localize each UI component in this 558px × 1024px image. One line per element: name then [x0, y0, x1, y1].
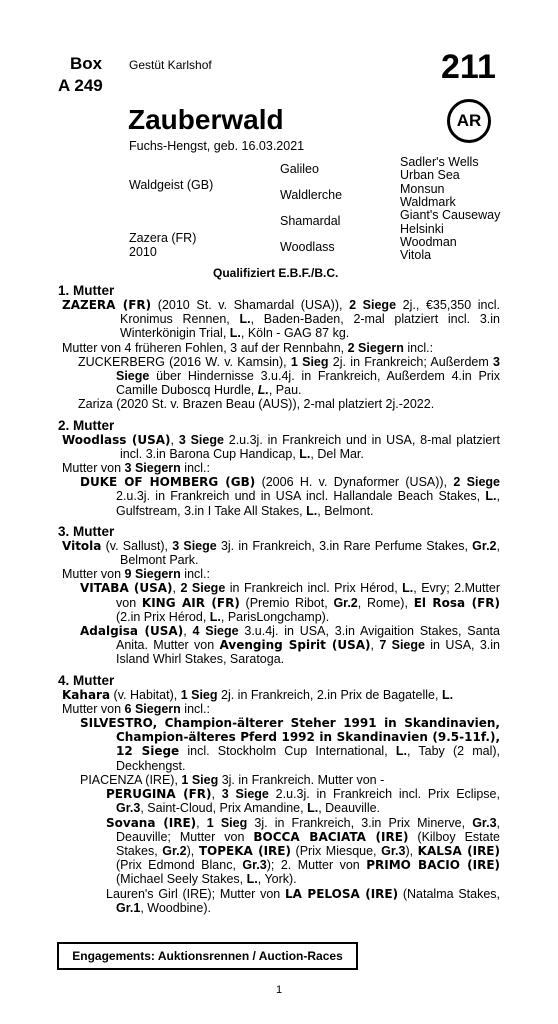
pedigree-gen3: Sadler's Wells — [400, 155, 479, 169]
pedigree-sire: Waldgeist (GB) — [129, 178, 214, 192]
horse-name: Zauberwald — [128, 104, 284, 135]
third-dam-heading: 3. Mutter — [58, 523, 115, 539]
first-dam-produce-summary: Mutter von 4 früheren Fohlen, 3 auf der Rennbahn, 2 Siegern incl.: — [62, 340, 434, 355]
third-dam-entry: Vitola (v. Sallust), 3 Siege 3j. in Frankreich, 3.in Rare Perfume Stakes, Gr.2, Belmont Park. — [62, 538, 500, 568]
first-dam-entry: ZAZERA (FR) (2010 St. v. Shamardal (USA)), 2 Siege 2j., €35,350 incl. Kronimus Rennen, L., Baden-Baden, 2-mal platziert incl. 3.in Winterkönigin Trial, L., Köln - GAG 87 kg. — [62, 298, 501, 341]
lot-number: 211 — [441, 48, 496, 86]
qualification: Qualifiziert E.B.F./B.C. — [213, 266, 339, 280]
fourth-dam-produce-summary: Mutter von 6 Siegern incl.: — [62, 701, 210, 716]
first-dam-heading: 1. Mutter — [58, 283, 115, 298]
produce-entry: Lauren's Girl (IRE); Mutter von LA PELOSA (IRE) (Natalma Stakes, Gr.1, Woodbine). — [106, 886, 501, 915]
pedigree-gen3: Helsinki — [400, 222, 444, 236]
box-number: A 249 — [58, 76, 103, 95]
pedigree-gen3: Vitola — [400, 248, 432, 262]
pedigree-dam: Zazera (FR) — [129, 231, 197, 245]
produce-entry: Zariza (2020 St. v. Brazen Beau (AUS)), 2-mal platziert 2j.-2022. — [78, 397, 435, 412]
third-dam-produce-summary: Mutter von 9 Siegern incl.: — [62, 567, 210, 582]
ar-badge: AR — [447, 99, 491, 143]
pedigree-dam-year: 2010 — [129, 245, 157, 259]
pedigree-gen2: Waldlerche — [280, 188, 343, 202]
horse-description: Fuchs-Hengst, geb. 16.03.2021 — [129, 139, 305, 153]
page-number: 1 — [276, 984, 283, 996]
fourth-dam-entry: Kahara (v. Habitat), 1 Sieg 2j. in Frankreich, 2.in Prix de Bagatelle, L. — [62, 687, 454, 702]
pedigree-gen2: Shamardal — [280, 214, 341, 228]
second-dam-heading: 2. Mutter — [58, 417, 115, 433]
pedigree-gen3: Woodman — [400, 235, 457, 249]
second-dam-produce-summary: Mutter von 3 Siegern incl.: — [62, 461, 210, 476]
second-dam-entry: Woodlass (USA), 3 Siege 2.u.3j. in Frankreich und in USA, 8-mal platziert incl. 3.in Barona Cup Handicap, L., Del Mar. — [62, 432, 500, 461]
breeder: Gestüt Karlshof — [129, 58, 212, 72]
produce-entry: VITABA (USA), 2 Siege in Frankreich incl. Prix Hérod, L., Evry; 2.Mutter von KING AIR (FR) (Premio Ribot, Gr.2, Rome), El Rosa (FR) (2.in Prix Hérod, L., ParisLongchamp). — [80, 581, 501, 624]
engagements-box: Engagements: Auktionsrennen / Auction-Races — [57, 942, 358, 970]
dam-line-text — [58, 283, 500, 915]
produce-entry: DUKE OF HOMBERG (GB) (2006 H. v. Dynaformer (USA)), 2 Siege 2.u.3j. in Frankreich und in USA incl. Hallandale Beach Stakes, L., Gulfstream, 3.in I Take All Stakes, L., Belmont. — [80, 475, 500, 518]
produce-entry: PERUGINA (FR), 3 Siege 2.u.3j. in Frankreich incl. Prix Eclipse, Gr.3, Saint-Cloud, Prix Amandine, L., Deauville. — [106, 787, 500, 816]
fourth-dam-heading: 4. Mutter — [58, 672, 115, 688]
pedigree-gen3: Urban Sea — [400, 168, 460, 182]
produce-entry: Sovana (IRE), 1 Sieg 3j. in Frankreich, 3.in Prix Minerve, Gr.3, Deauville; Mutter von BOCCA BACIATA (IRE) (Kilboy Estate Stakes, Gr.2), TOPEKA (IRE) (Prix Miesque, Gr.3), KALSA (IRE) (Prix Edmond Blanc, Gr.3); 2. Mutter von PRIMO BACIO (IRE) (Michael Seely Stakes, L., York). — [106, 815, 501, 887]
produce-entry: PIACENZA (IRE), 1 Sieg 3j. in Frankreich. Mutter von - — [80, 772, 385, 787]
pedigree-gen3: Monsun — [400, 182, 445, 196]
produce-entry: Adalgisa (USA), 4 Siege 3.u.4j. in USA, 3.in Avigaition Stakes, Santa Anita. Mutter von Avenging Spirit (USA), 7 Siege in USA, 3.in Island Whirl Stakes, Saratoga. — [80, 624, 500, 667]
pedigree-gen2: Galileo — [280, 162, 319, 176]
produce-entry: ZUCKERBERG (2016 W. v. Kamsin), 1 Sieg 2j. in Frankreich; Außerdem 3 Siege über Hindernisse 3.u.4j. in Frankreich, Außerdem 4.in Prix Camille Duboscq Hurdle, L., Pau. — [78, 354, 500, 398]
box-label: Box — [70, 54, 103, 73]
pedigree-gen3: Giant's Causeway — [400, 208, 501, 222]
produce-entry: SILVESTRO, Champion-älterer Steher 1991 in Skandinavien, Champion-älteres Pferd 1992 in Skandinavien (9.5-11f.), 12 Siege incl. Stockholm Cup International, L., Taby (2 mal), Deckhengst. — [80, 716, 501, 773]
pedigree-gen3: Waldmark — [400, 195, 456, 209]
pedigree-gen2: Woodlass — [280, 240, 335, 254]
